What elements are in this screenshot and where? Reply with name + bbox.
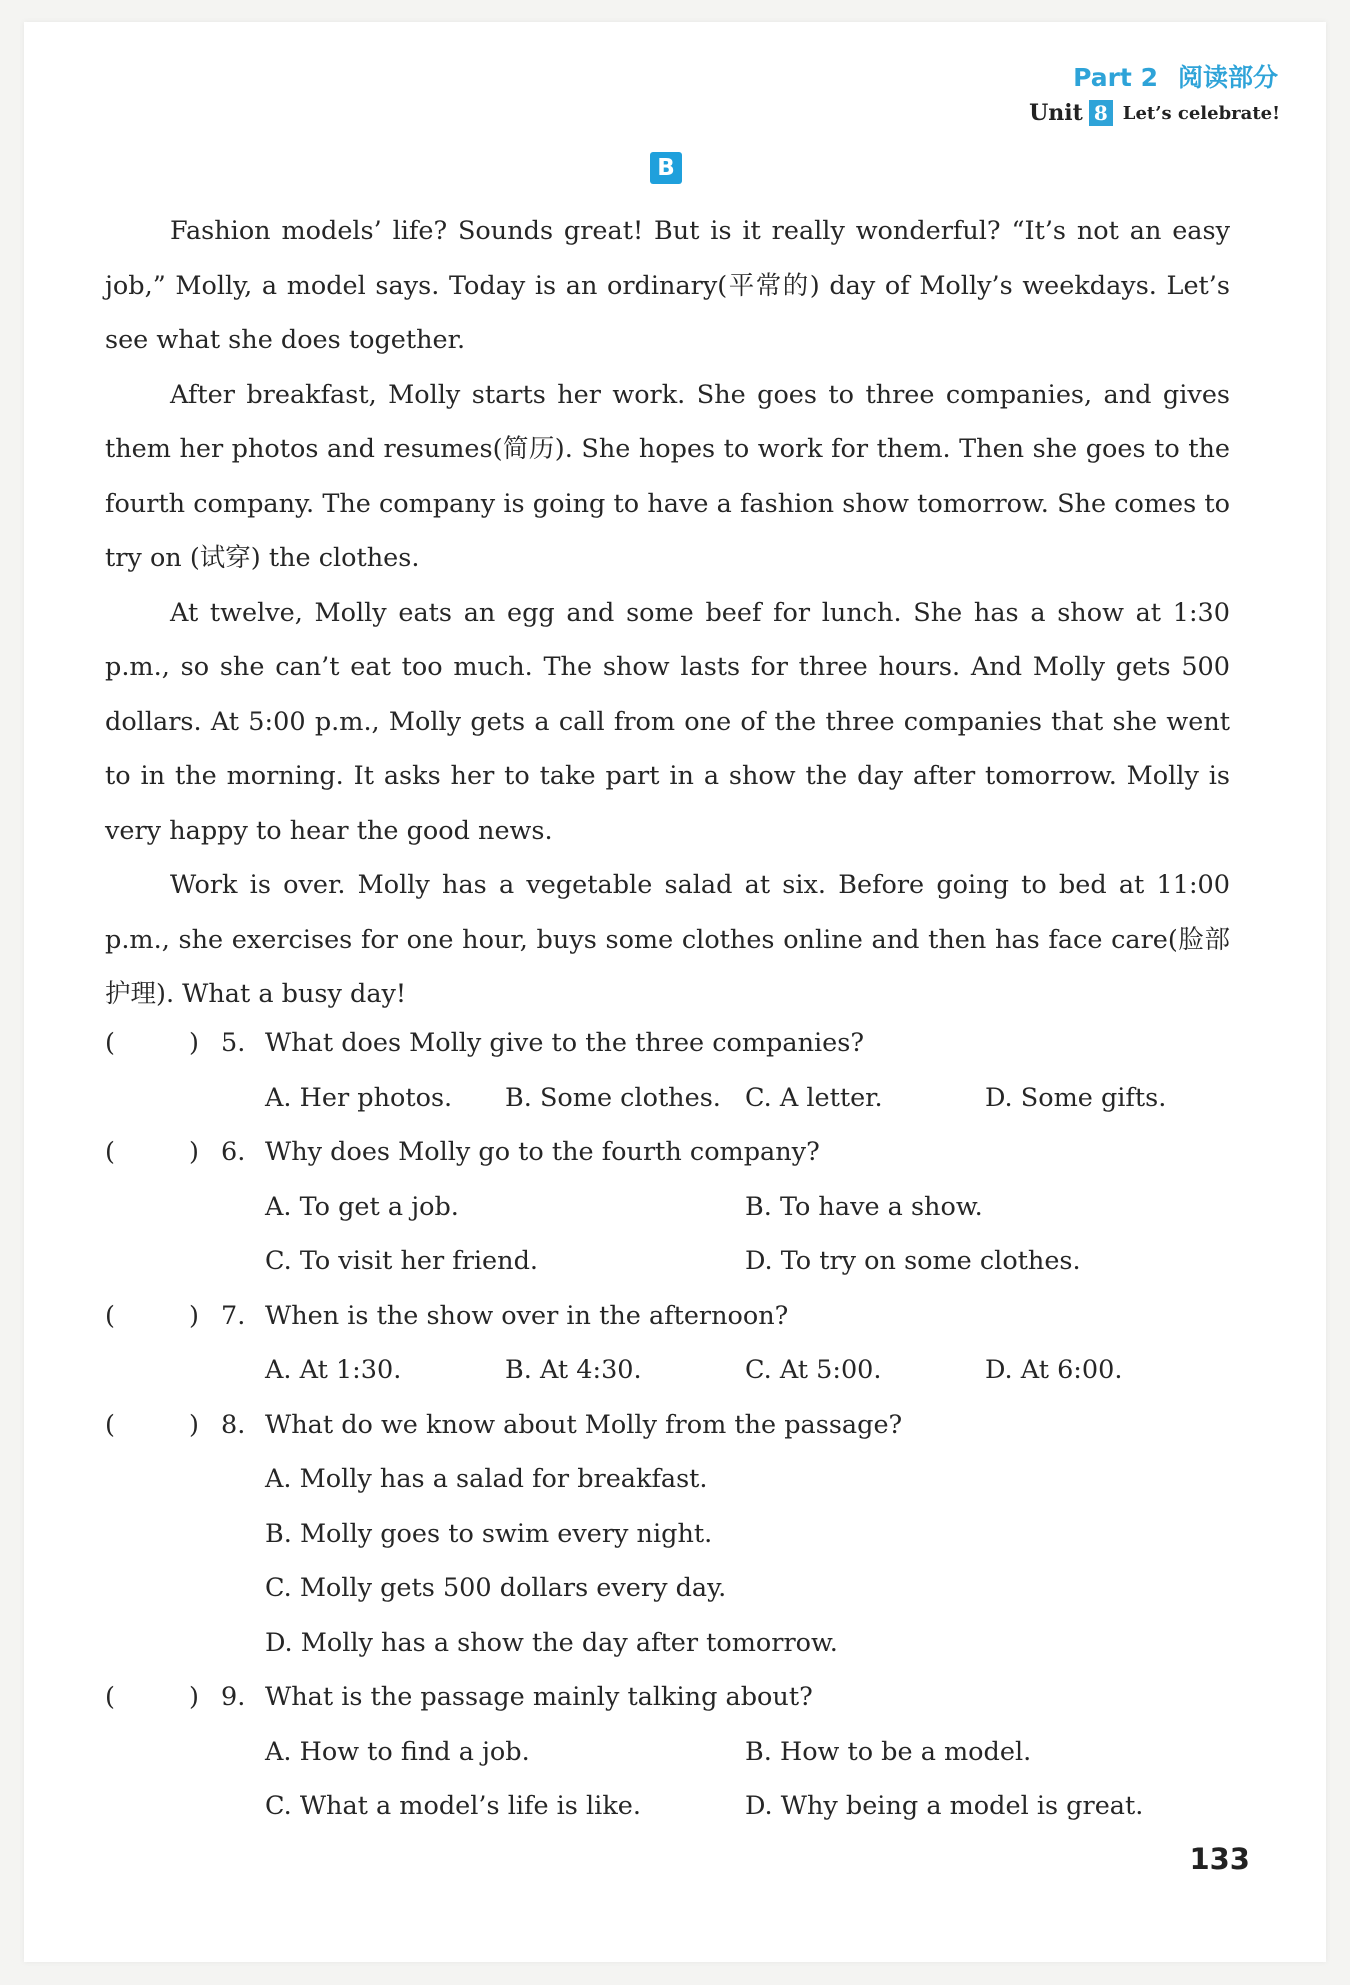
answer-blank-open[interactable]: ( <box>105 1682 115 1712</box>
option-d[interactable]: D. Some gifts. <box>985 1082 1167 1113</box>
answer-blank-close: ) <box>189 1028 199 1058</box>
option-d[interactable]: D. To try on some clothes. <box>745 1246 1081 1276</box>
options-row <box>105 1343 1230 1398</box>
options-row <box>105 1071 1230 1126</box>
option-b[interactable]: B. To have a show. <box>745 1191 983 1222</box>
question-number: 8. <box>221 1409 246 1440</box>
section-badge: B <box>650 152 682 184</box>
option-a[interactable]: A. How to find a job. <box>265 1736 530 1767</box>
option-d[interactable]: D. Why being a model is great. <box>745 1791 1144 1821</box>
unit-label: Unit <box>1029 100 1083 126</box>
unit-header <box>1029 100 1280 126</box>
question-text: What does Molly give to the three companies? <box>265 1028 865 1058</box>
question-6 <box>105 1125 1230 1180</box>
part-header <box>1073 58 1278 94</box>
passage-paragraph: At twelve, Molly eats an egg and some beef for lunch. She has a show at 1:30 p.m., so she can’t eat too much. The show lasts for three hours. And Molly gets 500 dollars. At 5:00 p.m., Molly gets a call from one of the three companies that she went to in the morning. It asks her to take part in a show the day after tomorrow. Molly is very happy to hear the good news. <box>105 597 1230 846</box>
option-c[interactable]: C. To visit her friend. <box>265 1246 538 1276</box>
answer-blank-close: ) <box>189 1409 199 1440</box>
options-row <box>105 1452 1230 1507</box>
question-number: 6. <box>221 1137 246 1167</box>
answer-blank-open[interactable]: ( <box>105 1300 115 1331</box>
option-b[interactable]: B. Some clothes. <box>505 1082 721 1113</box>
option-a[interactable]: A. Her photos. <box>265 1082 453 1113</box>
question-list <box>105 1016 1230 1834</box>
option-c[interactable]: C. At 5:00. <box>745 1355 882 1385</box>
question-number: 9. <box>221 1682 246 1712</box>
option-a[interactable]: A. At 1:30. <box>265 1355 402 1385</box>
option-c[interactable]: C. A letter. <box>745 1082 883 1113</box>
option-c[interactable]: C. What a model’s life is like. <box>265 1791 641 1821</box>
option-a[interactable]: A. To get a job. <box>265 1191 459 1222</box>
question-text: Why does Molly go to the fourth company? <box>265 1137 820 1167</box>
question-7 <box>105 1289 1230 1344</box>
options-row <box>105 1616 1230 1671</box>
option-d[interactable]: D. Molly has a show the day after tomorrow. <box>265 1627 838 1658</box>
question-text: What do we know about Molly from the passage? <box>265 1409 903 1440</box>
unit-number-badge: 8 <box>1089 100 1113 126</box>
answer-blank-close: ) <box>189 1137 199 1167</box>
options-row <box>105 1561 1230 1616</box>
question-text: When is the show over in the afternoon? <box>265 1300 789 1331</box>
passage-paragraph: Fashion models’ life? Sounds great! But is it really wonderful? “It’s not an easy job,” Molly, a model says. Today is an ordinary(平常的) day of Molly’s weekdays. Let’s see what she does together. <box>105 216 1230 355</box>
option-b[interactable]: B. How to be a model. <box>745 1736 1032 1767</box>
question-5 <box>105 1016 1230 1071</box>
option-b[interactable]: B. Molly goes to swim every night. <box>265 1518 713 1549</box>
options-row <box>105 1180 1230 1235</box>
answer-blank-open[interactable]: ( <box>105 1028 115 1058</box>
options-row <box>105 1725 1230 1780</box>
question-9 <box>105 1670 1230 1725</box>
answer-blank-close: ) <box>189 1682 199 1712</box>
options-row <box>105 1507 1230 1562</box>
page-number: 133 <box>1189 1842 1250 1876</box>
unit-title: Let’s celebrate! <box>1122 102 1280 124</box>
passage-paragraph: Work is over. Molly has a vegetable salad at six. Before going to bed at 11:00 p.m., she exercises for one hour, buys some clothes online and then has face care(脸部护理). What a busy day! <box>105 870 1230 1009</box>
part-label: Part 2 <box>1073 63 1158 92</box>
question-text: What is the passage mainly talking about? <box>265 1682 813 1712</box>
question-8 <box>105 1398 1230 1453</box>
option-a[interactable]: A. Molly has a salad for breakfast. <box>265 1464 708 1494</box>
answer-blank-open[interactable]: ( <box>105 1409 115 1440</box>
passage-paragraph: After breakfast, Molly starts her work. She goes to three companies, and gives them her photos and resumes(简历). She hopes to work for them. Then she goes to the fourth company. The company is going to have a fashion show tomorrow. She comes to try on (试穿) the clothes. <box>105 379 1230 573</box>
answer-blank-close: ) <box>189 1300 199 1331</box>
answer-blank-open[interactable]: ( <box>105 1137 115 1167</box>
option-b[interactable]: B. At 4:30. <box>505 1355 642 1385</box>
question-number: 5. <box>221 1028 246 1058</box>
options-row <box>105 1234 1230 1289</box>
option-d[interactable]: D. At 6:00. <box>985 1355 1123 1385</box>
question-number: 7. <box>221 1300 246 1331</box>
section-label: 阅读部分 <box>1177 63 1278 92</box>
options-row <box>105 1779 1230 1834</box>
option-c[interactable]: C. Molly gets 500 dollars every day. <box>265 1573 727 1603</box>
reading-passage <box>105 204 1230 1022</box>
